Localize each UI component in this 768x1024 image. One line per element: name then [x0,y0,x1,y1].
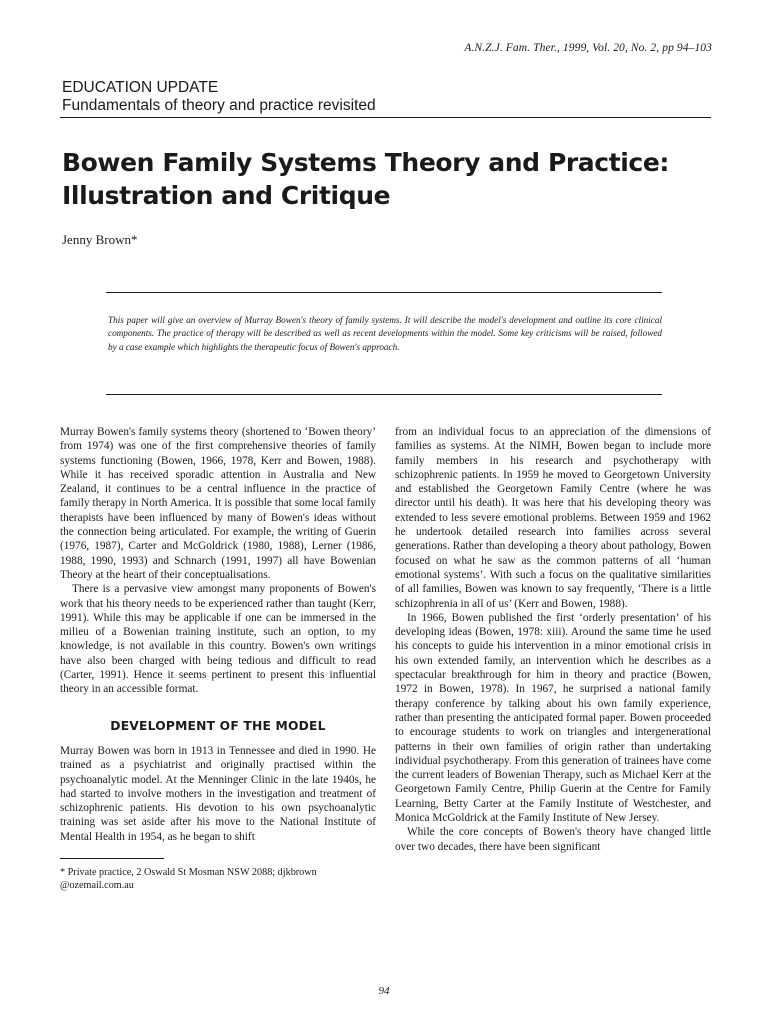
paragraph: There is a pervasive view amongst many proponents of Bowen's work that his theory needs to be experienced rather than taught (Kerr, 1991). While this may be applicable if one can be immersed in the milieu of a Bowenian training institute, such an option, to my knowledge, is not available in this country. Bowen's own writings have also been charged with being tedious and difficult to read (Carter, 1991). Hence it seems pertinent to present this influential theory in an accessible format. [60,583,376,696]
paragraph: Murray Bowen's family systems theory (shortened to ‘Bowen theory’ from 1974) was one of the first comprehensive theories of family systems functioning (Bowen, 1966, 1978, Kerr and Bowen, 1988). While it has received sporadic attention in Australia and New Zealand, it continues to be a central influence in the practice of family therapy in North America. It is possible that some local family therapists have been influenced by many of Bowen's ideas without the connection being articulated. For example, the writing of Guerin (1976, 1987), Carter and McGoldrick (1980, 1988), Lerner (1986, 1988, 1990, 1993) and Schnarch (1991, 1997) all have Bowenian Theory at the heart of their conceptualisations. [60,426,376,581]
abstract-top-rule [106,292,662,293]
abstract: This paper will give an overview of Murray Bowen's theory of family systems. It will describe the model's development and outline its core clinical components. The practice of therapy will be described as well as recent developments within the model. Some key criticisms will be raised, followed by a case example which highlights the therapeutic focus of Bowen's approach. [108,315,662,352]
section-subtitle: Fundamentals of theory and practice revisited [62,97,376,114]
footnote: * Private practice, 2 Oswald St Mosman NSW 2088; djkbrown @ozemail.com.au [60,867,317,891]
paragraph: Murray Bowen was born in 1913 in Tennessee and died in 1990. He trained as a psychiatrist and originally practised within the psychoanalytic model. At the Menninger Clinic in the late 1940s, he had started to involve mothers in the investigation and treatment of schizophrenic patients. His devotion to his own psychoanalytic training was set aside after his move to the National Institute of Mental Health in 1954, as he began to shift [60,744,376,843]
paragraph: In 1966, Bowen published the first ‘orderly presentation’ of his developing ideas (Bowen, 1978: xiii). Around the same time he used his concepts to guide his intervention in a minor emotional crisis in his own extended family, an intervention which he describes as a spectacular breakthrough for him in theory and practice (Bowen, 1972 in Bowen, 1978). In 1967, he surprised a national family therapy conference by talking about his own family experience, rather than presenting the anticipated formal paper. Bowen proceeded to encourage students to work on triangles and intergenerational patterns in their own families of origin rather than undertaking individual psychotherapy. From this generation of trainees have come the current leaders of Bowenian Therapy, such as Michael Kerr at the Georgetown Family Centre, Philip Guerin at the Centre for Family Learning, Betty Carter at the Family Institute of Westchester, and Monica McGoldrick at the Family Institute of New Jersey. [395,611,711,825]
section-heading: DEVELOPMENT OF THE MODEL [110,718,326,733]
page-number: 94 [378,985,390,997]
section-header [62,79,376,115]
article-title [62,146,722,212]
author-name: Jenny Brown* [62,232,138,247]
title-line-1: Bowen Family Systems Theory and Practice: [62,148,669,177]
abstract-bottom-rule [106,394,662,395]
paragraph: While the core concepts of Bowen's theory have changed little over two decades, there have been significant [395,826,711,853]
footnote-rule [60,858,164,859]
left-column [60,425,376,844]
header-rule [60,117,711,118]
journal-citation: A.N.Z.J. Fam. Ther., 1999, Vol. 20, No. 2, pp 94–103 [464,42,712,54]
section-label: EDUCATION UPDATE [62,79,219,96]
title-line-2: Illustration and Critique [62,181,391,210]
paragraph: from an individual focus to an appreciation of the dimensions of families as systems. At the NIMH, Bowen began to include more family members in his research and psychotherapy with schizophrenic patients. In 1959 he moved to Georgetown University and established the Georgetown Family Centre (where he was director until his death). It was here that his developing theory was extended to less severe emotional problems. Between 1959 and 1962 he undertook detailed research into families across several generations. Rather than developing a theory about pathology, Bowen focused on what he saw as the common patterns of all ‘human emotional systems’. With such a focus on the qualitative similarities of all families, Bowen was known to say frequently, ‘There is a little schizophrenia in all of us’ (Kerr and Bowen, 1988). [395,426,711,610]
right-column [395,425,711,854]
